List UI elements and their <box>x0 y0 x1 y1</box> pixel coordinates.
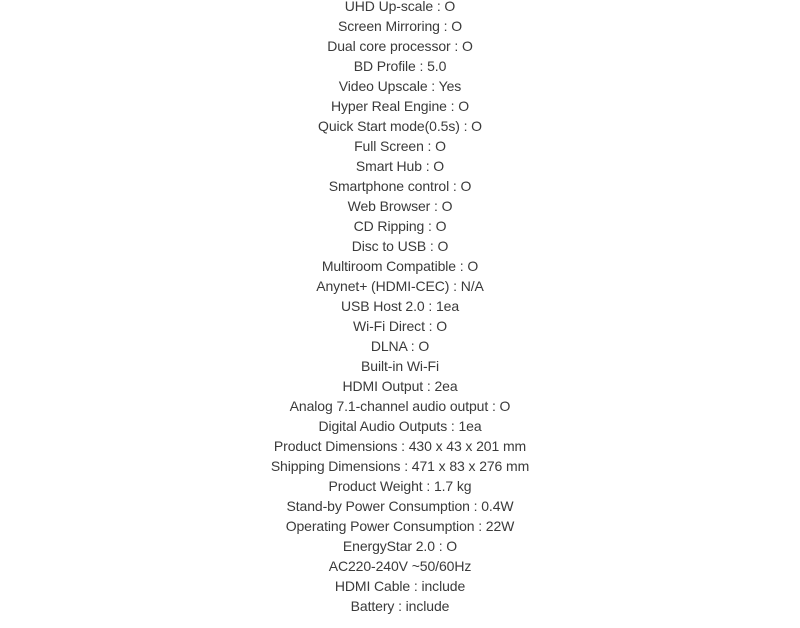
spec-item: USB Host 2.0 : 1ea <box>340 298 460 314</box>
spec-item: Disc to USB : O <box>351 238 449 254</box>
spec-item: Stand-by Power Consumption : 0.4W <box>286 498 514 514</box>
spec-item: Quick Start mode(0.5s) : O <box>318 118 482 134</box>
spec-item: HDMI Cable : include <box>334 578 466 594</box>
spec-item: Digital Audio Outputs : 1ea <box>318 418 482 434</box>
spec-item: AC220-240V ~50/60Hz <box>328 558 472 574</box>
spec-item: CD Ripping : O <box>353 218 447 234</box>
spec-item: Shipping Dimensions : 471 x 83 x 276 mm <box>270 458 530 474</box>
spec-item: DLNA : O <box>370 338 430 354</box>
spec-item: EnergyStar 2.0 : O <box>342 538 458 554</box>
spec-item: Operating Power Consumption : 22W <box>285 518 515 534</box>
spec-item: Smart Hub : O <box>355 158 445 174</box>
spec-item: Analog 7.1-channel audio output : O <box>289 398 511 414</box>
spec-item: Web Browser : O <box>347 198 453 214</box>
spec-item: BD Profile : 5.0 <box>353 58 447 74</box>
spec-item: Screen Mirroring : O <box>337 18 463 34</box>
spec-item: Smartphone control : O <box>328 178 472 194</box>
spec-item: Hyper Real Engine : O <box>331 98 469 114</box>
spec-item: Built-in Wi-Fi <box>361 358 439 374</box>
spec-item: Product Weight : 1.7 kg <box>328 478 472 494</box>
spec-item: Full Screen : O <box>354 138 446 154</box>
spec-item: Video Upscale : Yes <box>338 78 462 94</box>
spec-item: Dual core processor : O <box>327 38 473 54</box>
spec-item: UHD Up-scale : O <box>344 0 456 14</box>
spec-item: Battery : include <box>350 598 450 614</box>
spec-item: Multiroom Compatible : O <box>321 258 479 274</box>
spec-item: Anynet+ (HDMI-CEC) : N/A <box>316 278 484 294</box>
spec-item: Product Dimensions : 430 x 43 x 201 mm <box>273 438 527 454</box>
spec-item: HDMI Output : 2ea <box>342 378 458 394</box>
spec-item: Wi-Fi Direct : O <box>352 318 448 334</box>
